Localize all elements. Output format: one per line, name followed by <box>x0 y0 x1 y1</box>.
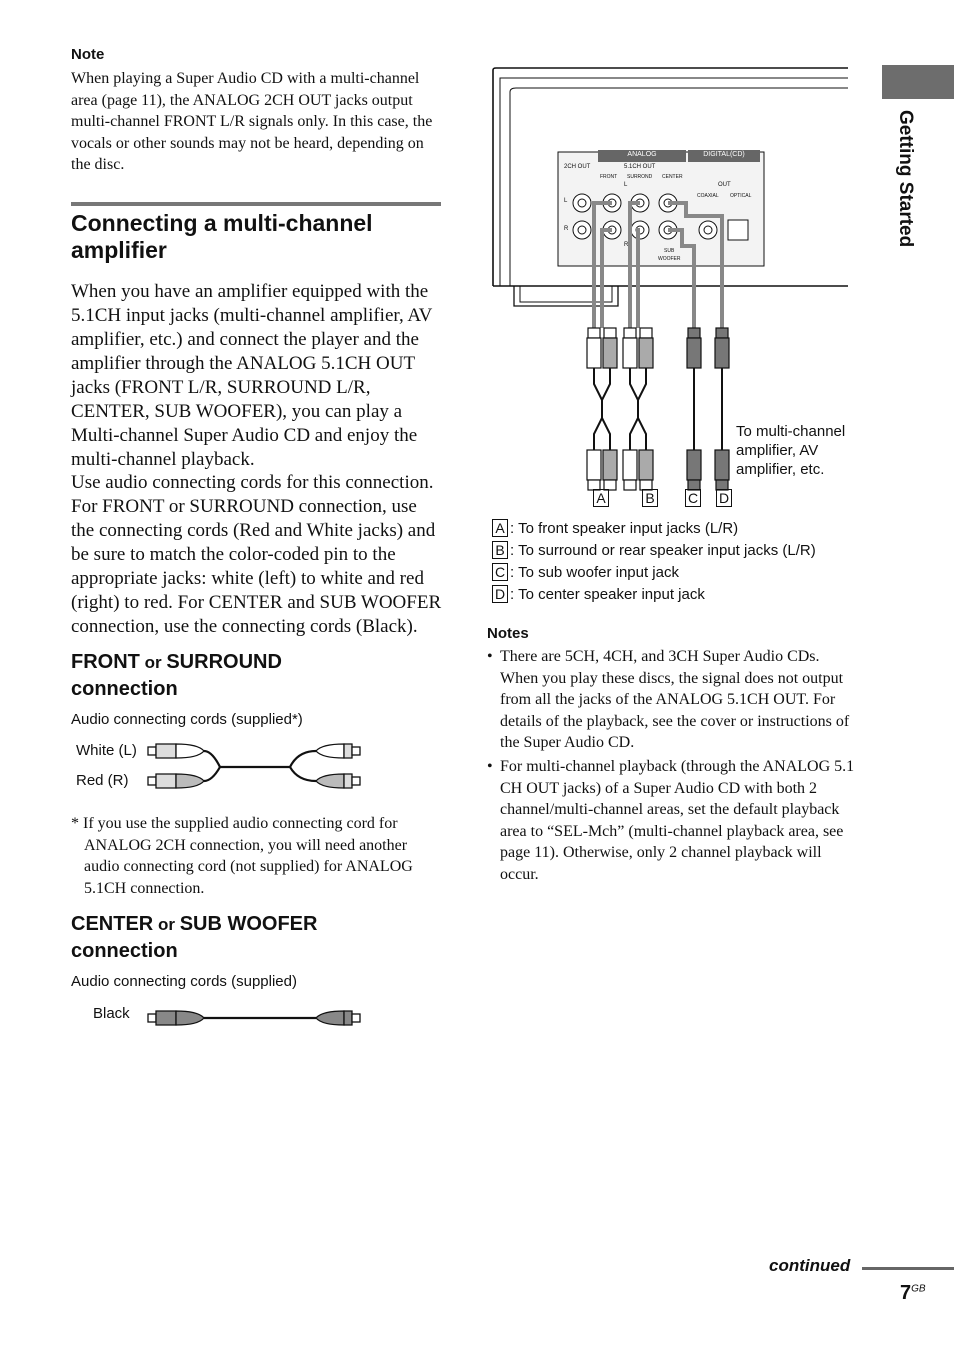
digital-label: DIGITAL(CD) <box>703 151 745 158</box>
page-number <box>900 1282 926 1305</box>
legend-text-a: : To front speaker input jacks (L/R) <box>510 520 739 537</box>
continued-rule <box>862 1267 954 1270</box>
black-label: Black <box>93 1005 130 1022</box>
footnote <box>71 813 443 899</box>
heading-connection-2: connection <box>71 940 178 962</box>
section-side-title <box>870 110 942 280</box>
stereo-cord-illustration <box>140 738 370 796</box>
continued-label: continued <box>769 1256 851 1275</box>
to-amplifier-label: To multi-channel amplifier, AV amplifier, etc. <box>736 423 846 478</box>
side-title-text: Getting Started <box>895 110 916 248</box>
center-subwoofer-heading <box>71 911 443 965</box>
note-text: When playing a Super Audio CD with a multi-channel area (page 11), the ANALOG 2CH OUT jacks output multi-channel FRONT L/R signals only. In this case, the vocals or other sounds may not be heard, depending on the disc. <box>71 70 433 174</box>
sub-label: SUB <box>664 248 675 254</box>
legend-letter-d: D <box>492 585 508 603</box>
five-one-out-label: 5.1CH OUT <box>624 164 656 170</box>
analog-label: ANALOG <box>627 151 657 158</box>
l-bracket-label: L <box>624 182 628 188</box>
legend-text-d: : To center speaker input jack <box>510 586 705 603</box>
right-channel-label: R <box>564 226 569 232</box>
connection-diagram <box>490 66 848 516</box>
page-number-suffix: GB <box>911 1283 926 1295</box>
front-surround-heading <box>71 649 443 703</box>
notes-item: • For multi-channel playback (through the ANALOG 5.1 CH OUT jacks) of a Super Audio CD with both 2 channel/multi-channel areas, set the default playback area to “SEL-Mch” (multi-channel playback area, see page 11). Otherwise, only 2 channel playback will occur. <box>487 756 857 886</box>
center-jack-label: CENTER <box>662 174 683 180</box>
section-title: Connecting a multi-channel amplifier <box>71 210 373 263</box>
legend-text-c: : To sub woofer input jack <box>510 564 679 581</box>
section-rule <box>71 202 441 206</box>
page-number-value: 7 <box>900 1282 912 1304</box>
diagram-letter-b: B <box>642 489 658 507</box>
r-bracket-label: R <box>624 242 629 248</box>
legend-row-c <box>492 563 679 581</box>
optical-label: OPTICAL <box>730 193 752 199</box>
diagram-letter-c: C <box>685 489 701 507</box>
heading-surround: SURROUND <box>166 651 282 673</box>
woofer-label: WOOFER <box>658 256 681 262</box>
front-cord-caption: Audio connecting cords (supplied*) <box>71 711 303 728</box>
digital-out-label: OUT <box>718 182 731 188</box>
legend-row-d <box>492 585 705 603</box>
notes-title: Notes <box>487 625 529 642</box>
legend-row-b <box>492 541 816 559</box>
diagram-letter-d: D <box>716 489 732 507</box>
heading-connection: connection <box>71 678 178 700</box>
coaxial-label: COAXIAL <box>697 193 719 199</box>
intro-paragraph: When you have an amplifier equipped with the 5.1CH input jacks (multi-channel amplifier, AV amplifier, etc.) and connect the player and the amplifier through the ANALOG 5.1CH OUT jacks (FRONT L/R, SURROUND L/R, CENTER, SUB WOOFER), you can play a Multi-channel Super Audio CD and enjoy the multi-channel playback. <box>71 281 433 470</box>
legend-letter-a: A <box>492 519 508 537</box>
white-label: White (L) <box>76 742 137 759</box>
cords-paragraph: Use audio connecting cords for this connection. For FRONT or SURROUND connection, use the connecting cords (Red and White jacks) and be sure to match the color-coded pin to the appropriate jacks: white (left) to white and red (right) to red. For CENTER and SUB WOOFER connection, use the connecting cords (Black). <box>71 472 442 637</box>
heading-subwoofer: SUB WOOFER <box>179 913 318 935</box>
heading-center: CENTER <box>71 913 154 935</box>
center-cord-caption: Audio connecting cords (supplied) <box>71 973 297 990</box>
diagram-letter-a: A <box>593 489 609 507</box>
note-title: Note <box>71 46 105 63</box>
footnote-text: * If you use the supplied audio connecting cord for ANALOG 2CH connection, you will need another audio connecting cord (not supplied) for ANALOG 5.1CH connection. <box>71 815 413 897</box>
notes-list <box>487 646 857 888</box>
legend-text-b: : To surround or rear speaker input jacks (L/R) <box>510 542 816 559</box>
legend-letter-c: C <box>492 563 508 581</box>
notes-item: • There are 5CH, 4CH, and 3CH Super Audio CDs. When you play these discs, the signal does not output from all the jacks of the ANALOG 5.1CH OUT. For details of the playback, see the cover or instructions of the Super Audio CD. <box>487 646 857 754</box>
front-jack-label: FRONT <box>600 174 618 180</box>
legend-row-a <box>492 519 738 537</box>
mono-cord-illustration <box>140 1004 370 1032</box>
surround-jack-label: SURROND <box>627 174 653 180</box>
heading-front: FRONT <box>71 651 140 673</box>
red-label: Red (R) <box>76 772 129 789</box>
heading-or-2: or <box>153 915 180 934</box>
legend-letter-b: B <box>492 541 508 559</box>
left-channel-label: L <box>564 198 568 204</box>
two-ch-out-label: 2CH OUT <box>564 164 591 170</box>
section-tab-marker <box>882 65 954 99</box>
heading-or: or <box>139 653 167 672</box>
